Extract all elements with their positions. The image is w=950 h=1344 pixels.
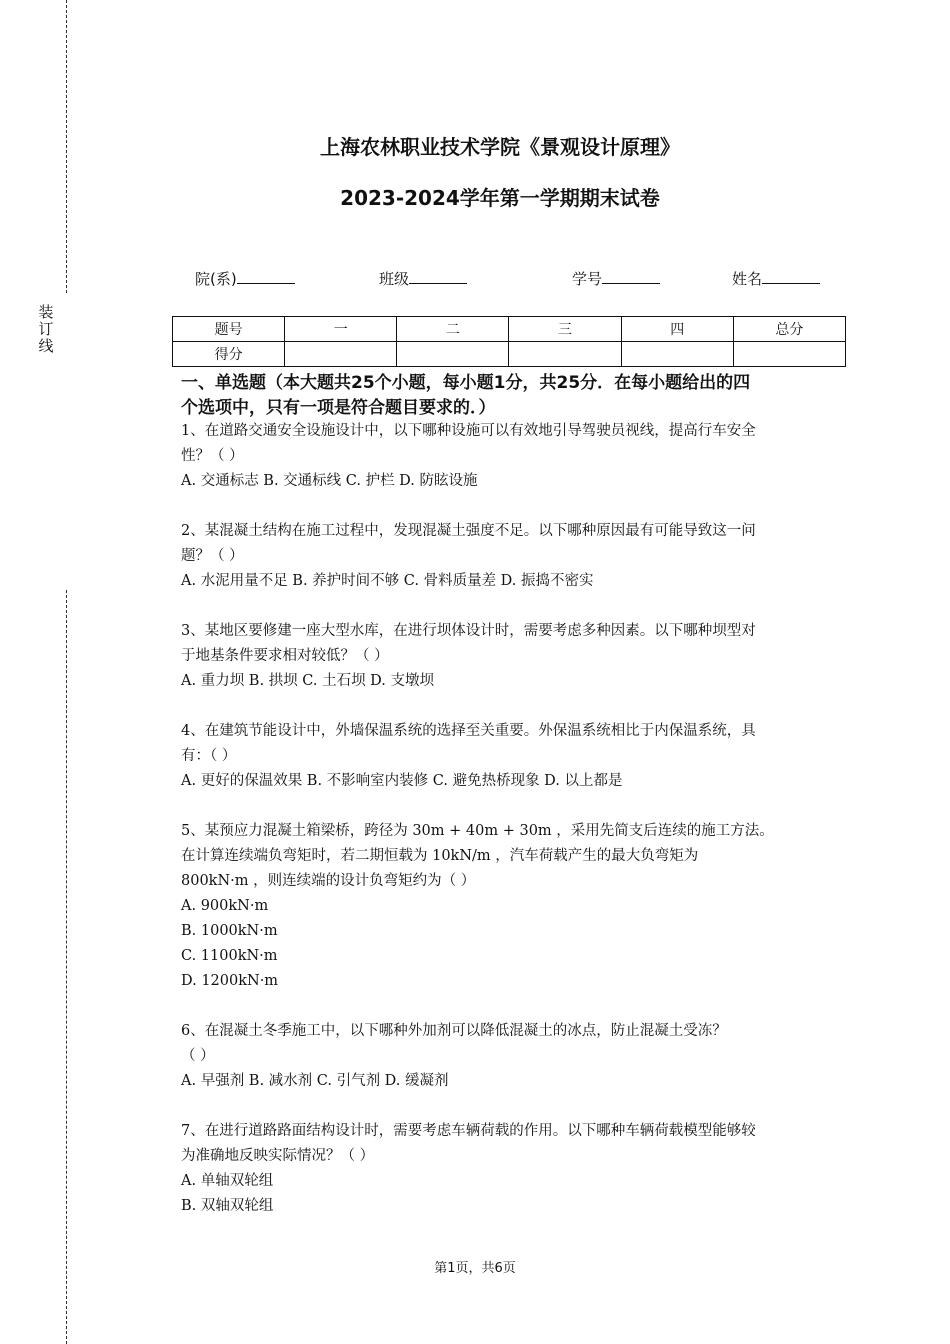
student-id-blank[interactable] [602, 269, 660, 284]
score-header-cell: 三 [509, 317, 621, 342]
question-option: A. 900kN·m [181, 898, 269, 914]
question-line: 5、某预应力混凝土箱梁桥，跨径为 30m + 40m + 30m ，采用先简支后连续的施工方法。 [181, 823, 774, 839]
question-line: 7、在进行道路路面结构设计时，需要考虑车辆荷载的作用。以下哪种车辆荷载模型能够较 [181, 1123, 756, 1139]
department-label: 院(系) [195, 270, 237, 288]
score-cell[interactable] [621, 342, 733, 367]
question-line: 2、某混凝土结构在施工过程中，发现混凝土强度不足。以下哪种原因最有可能导致这一问 [181, 523, 756, 539]
question-line: 4、在建筑节能设计中，外墙保温系统的选择至关重要。外保温系统相比于内保温系统，具 [181, 723, 756, 739]
student-info-row [0, 268, 950, 292]
question-line: 题？（ ） [181, 548, 244, 564]
question-2 [181, 519, 846, 594]
department-blank[interactable] [237, 269, 295, 284]
score-header-cell: 二 [397, 317, 509, 342]
question-6 [181, 1019, 846, 1094]
question-line: 为准确地反映实际情况？（ ） [181, 1148, 375, 1164]
question-option: B. 双轴双轮组 [181, 1198, 274, 1214]
question-option: B. 1000kN·m [181, 923, 278, 939]
score-table [172, 316, 846, 367]
question-options: A. 早强剂 B. 减水剂 C. 引气剂 D. 缓凝剂 [181, 1073, 449, 1089]
question-line: 性？（ ） [181, 448, 244, 464]
score-header-cell: 题号 [173, 317, 285, 342]
class-label: 班级 [379, 270, 410, 288]
exam-title: 上海农林职业技术学院《景观设计原理》 [320, 135, 680, 159]
score-table-header-row [173, 317, 846, 342]
student-id-field[interactable] [572, 268, 660, 289]
question-line: （ ） [181, 1048, 215, 1064]
binding-char: 订 [38, 320, 54, 338]
binding-char: 线 [38, 337, 54, 355]
binding-char: 装 [38, 303, 54, 321]
name-blank[interactable] [762, 269, 820, 284]
score-header-cell: 四 [621, 317, 733, 342]
question-line: 有：（ ） [181, 748, 237, 764]
score-cell[interactable] [733, 342, 845, 367]
score-cell[interactable] [397, 342, 509, 367]
question-5 [181, 819, 846, 994]
class-blank[interactable] [409, 269, 467, 284]
question-option: D. 1200kN·m [181, 973, 279, 989]
question-1 [181, 419, 846, 494]
question-line: 3、某地区要修建一座大型水库，在进行坝体设计时，需要考虑多种因素。以下哪种坝型对 [181, 623, 756, 639]
score-row-label: 得分 [173, 342, 285, 367]
score-header-cell: 一 [285, 317, 397, 342]
name-field[interactable] [732, 268, 820, 289]
question-4 [181, 719, 846, 794]
section-header [181, 371, 846, 421]
question-line: 6、在混凝土冬季施工中，以下哪种外加剂可以降低混凝土的冰点，防止混凝土受冻？ [181, 1023, 727, 1039]
score-cell[interactable] [285, 342, 397, 367]
question-3 [181, 619, 846, 694]
question-7 [181, 1119, 846, 1219]
class-field[interactable] [379, 268, 467, 289]
page-footer: 第1页，共6页 [434, 1261, 516, 1276]
binding-label [37, 304, 55, 355]
name-label: 姓名 [732, 270, 763, 288]
score-table-score-row [173, 342, 846, 367]
student-id-label: 学号 [572, 270, 603, 288]
question-option: A. 单轴双轮组 [181, 1173, 274, 1189]
score-header-cell: 总分 [733, 317, 845, 342]
question-line: 1、在道路交通安全设施设计中，以下哪种设施可以有效地引导驾驶员视线，提高行车安全 [181, 423, 756, 439]
question-line: 在计算连续端负弯矩时，若二期恒载为 10kN/m ，汽车荷载产生的最大负弯矩为 [181, 848, 699, 864]
section-header-line: 一、单选题（本大题共25个小题，每小题1分，共25分．在每小题给出的四 [181, 373, 751, 393]
question-line: 于地基条件要求相对较低？（ ） [181, 648, 389, 664]
question-options: A. 交通标志 B. 交通标线 C. 护栏 D. 防眩设施 [181, 473, 478, 489]
question-options: A. 更好的保温效果 B. 不影响室内装修 C. 避免热桥现象 D. 以上都是 [181, 773, 623, 789]
question-option: C. 1100kN·m [181, 948, 278, 964]
question-line: 800kN·m ，则连续端的设计负弯矩约为（ ） [181, 873, 476, 889]
questions-list [181, 419, 846, 1244]
exam-subtitle: 2023-2024学年第一学期期末试卷 [340, 186, 660, 210]
score-cell[interactable] [509, 342, 621, 367]
section-header-line: 个选项中，只有一项是符合题目要求的．） [181, 398, 496, 418]
department-field[interactable] [195, 268, 295, 289]
question-options: A. 重力坝 B. 拱坝 C. 土石坝 D. 支墩坝 [181, 673, 435, 689]
question-options: A. 水泥用量不足 B. 养护时间不够 C. 骨料质量差 D. 振捣不密实 [181, 573, 594, 589]
binding-dashed-line-bottom [66, 590, 67, 1344]
